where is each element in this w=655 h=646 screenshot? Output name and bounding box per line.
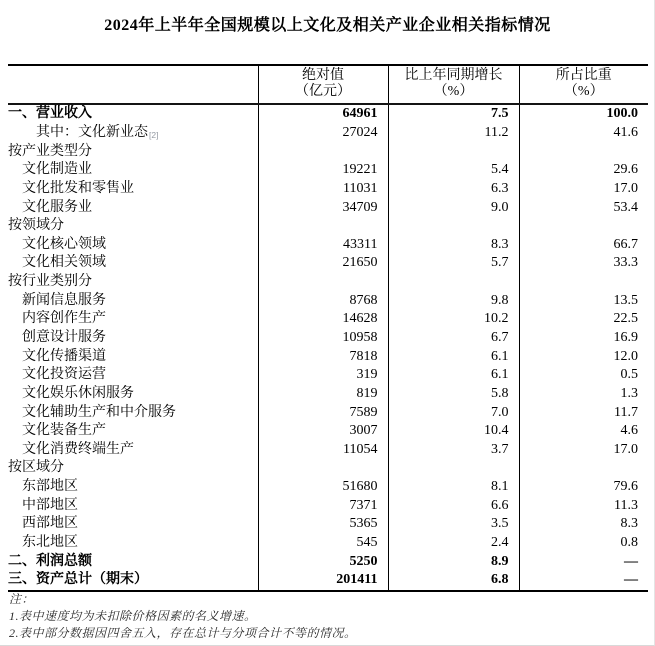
table-row (8, 104, 648, 124)
header-growth (388, 65, 519, 104)
absolute-value-cell: 8768 (258, 291, 388, 310)
indicator-label: 文化传播渠道 (22, 348, 106, 364)
indicator-label: 三、资产总计（期末） (8, 571, 258, 591)
header-line: （亿元） (295, 84, 351, 99)
table-row (8, 459, 648, 478)
indicator-label: 按领域分 (8, 218, 64, 234)
absolute-value-cell (258, 273, 388, 292)
growth-value-cell: 8.1 (388, 478, 519, 497)
growth-value-cell: 8.9 (388, 552, 519, 571)
growth-value-cell: 7.0 (388, 403, 519, 422)
share-value-cell: 17.0 (519, 441, 648, 460)
growth-value-cell: 10.4 (388, 422, 519, 441)
absolute-value-cell: 7818 (258, 347, 388, 366)
growth-value-cell: 8.3 (388, 235, 519, 254)
absolute-value-cell: 10958 (258, 329, 388, 348)
table-row (8, 310, 648, 329)
growth-value-cell: 6.1 (388, 347, 519, 366)
indicator-label: 新闻信息服务 (22, 292, 106, 308)
growth-value-cell: 5.7 (388, 254, 519, 273)
indicator-label: 文化核心领域 (22, 236, 106, 252)
indicator-label: 文化批发和零售业 (22, 180, 134, 196)
growth-value-cell: 2.4 (388, 534, 519, 553)
absolute-value-cell: 819 (258, 385, 388, 404)
notes-label: 注： (9, 592, 35, 606)
table-row (8, 217, 648, 236)
header-indicator-blank (8, 65, 258, 104)
absolute-value-cell: 14628 (258, 310, 388, 329)
absolute-value-cell: 5250 (258, 552, 388, 571)
table-row (8, 235, 648, 254)
table-row (8, 422, 648, 441)
indicator-label: 文化制造业 (22, 162, 92, 178)
share-value-cell: 29.6 (519, 161, 648, 180)
header-line: 比上年同期增长 (404, 68, 503, 83)
growth-value-cell: 7.5 (388, 104, 519, 124)
absolute-value-cell: 21650 (258, 254, 388, 273)
table-row (8, 142, 648, 161)
table-row (8, 366, 648, 385)
share-value-cell (519, 273, 648, 292)
indicator-label: 按区域分 (8, 460, 64, 476)
absolute-value-cell: 19221 (258, 161, 388, 180)
table-row (8, 198, 648, 217)
absolute-value-cell: 3007 (258, 422, 388, 441)
absolute-value-cell: 545 (258, 534, 388, 553)
header-line: （%） (563, 84, 604, 99)
table-row (8, 180, 648, 199)
growth-value-cell: 6.7 (388, 329, 519, 348)
indicator-label: 文化消费终端生产 (22, 441, 134, 457)
growth-value-cell: 5.8 (388, 385, 519, 404)
table-row (8, 291, 648, 310)
growth-value-cell: 3.5 (388, 515, 519, 534)
growth-value-cell: 9.8 (388, 291, 519, 310)
absolute-value-cell: 11054 (258, 441, 388, 460)
note-line-1: 1.表中速度均为未扣除价格因素的名义增速。 (9, 608, 257, 623)
share-value-cell: 0.8 (519, 534, 648, 553)
absolute-value-cell: 319 (258, 366, 388, 385)
table-row (8, 161, 648, 180)
table-row (8, 571, 648, 591)
share-value-cell: 17.0 (519, 180, 648, 199)
absolute-value-cell (258, 459, 388, 478)
header-line: 绝对值 (302, 68, 344, 83)
growth-value-cell: 11.2 (388, 124, 519, 143)
indicator-label: 文化投资运营 (22, 367, 106, 383)
growth-value-cell (388, 459, 519, 478)
share-value-cell (519, 142, 648, 161)
table-row (8, 552, 648, 571)
table-row (8, 124, 648, 143)
indicator-label: 中部地区 (22, 497, 78, 513)
share-value-cell: 12.0 (519, 347, 648, 366)
table-row (8, 347, 648, 366)
indicator-label: 文化娱乐休闲服务 (22, 385, 134, 401)
table-row (8, 496, 648, 515)
growth-value-cell: 10.2 (388, 310, 519, 329)
growth-value-cell: 9.0 (388, 198, 519, 217)
absolute-value-cell: 7371 (258, 496, 388, 515)
share-value-cell: 13.5 (519, 291, 648, 310)
absolute-value-cell: 7589 (258, 403, 388, 422)
indicator-label: 内容创作生产 (22, 311, 106, 327)
indicator-label: 一、营业收入 (8, 106, 92, 122)
absolute-value-cell: 11031 (258, 180, 388, 199)
indicator-label: 创意设计服务 (22, 330, 106, 345)
indicator-label: 西部地区 (22, 516, 78, 532)
growth-value-cell: 6.1 (388, 366, 519, 385)
absolute-value-cell: 51680 (258, 478, 388, 497)
share-value-cell: 53.4 (519, 198, 648, 217)
table-row (8, 441, 648, 460)
share-value-cell: 4.6 (519, 422, 648, 441)
share-value-cell: 100.0 (519, 104, 648, 124)
table-row (8, 478, 648, 497)
share-value-cell: 33.3 (519, 254, 648, 273)
absolute-value-cell: 5365 (258, 515, 388, 534)
absolute-value-cell: 34709 (258, 198, 388, 217)
indicator-label: 东北地区 (22, 535, 78, 551)
absolute-value-cell: 27024 (258, 124, 388, 143)
note-line-2: 2.表中部分数据因四舍五入，存在总计与分项合计不等的情况。 (9, 625, 357, 640)
share-value-cell: 1.3 (519, 385, 648, 404)
indicator-label: 文化相关领域 (22, 255, 106, 271)
header-share (519, 65, 648, 104)
absolute-value-cell (258, 217, 388, 236)
growth-value-cell: 5.4 (388, 161, 519, 180)
growth-value-cell (388, 217, 519, 236)
share-value-cell: 22.5 (519, 310, 648, 329)
share-value-cell: 11.3 (519, 496, 648, 515)
share-value-cell (519, 217, 648, 236)
growth-value-cell (388, 273, 519, 292)
share-value-cell (519, 459, 648, 478)
indicators-table (8, 64, 648, 592)
table-row (8, 534, 648, 553)
page-title: 2024年上半年全国规模以上文化及相关产业企业相关指标情况 (104, 17, 551, 34)
indicator-label: 文化服务业 (22, 199, 92, 215)
indicator-label: 二、利润总额 (8, 553, 92, 569)
share-value-cell: 79.6 (519, 478, 648, 497)
indicator-label: 东部地区 (22, 479, 78, 495)
share-value-cell: — (519, 552, 648, 571)
share-value-cell: 66.7 (519, 235, 648, 254)
table-row (8, 385, 648, 404)
absolute-value-cell: 43311 (258, 235, 388, 254)
table-header (8, 65, 648, 104)
table-row (8, 273, 648, 292)
table-notes (9, 591, 639, 641)
share-value-cell: 11.7 (519, 403, 648, 422)
absolute-value-cell: 201411 (258, 571, 388, 591)
growth-value-cell: 6.8 (388, 571, 519, 591)
table-row (8, 515, 648, 534)
header-absolute-value (258, 65, 388, 104)
growth-value-cell: 6.3 (388, 180, 519, 199)
table-row (8, 254, 648, 273)
absolute-value-cell: 64961 (258, 104, 388, 124)
footnote-marker: [2] (149, 129, 159, 140)
growth-value-cell: 6.6 (388, 496, 519, 515)
header-line: （%） (433, 84, 474, 99)
table-body (8, 104, 648, 591)
growth-value-cell (388, 142, 519, 161)
growth-value-cell: 3.7 (388, 441, 519, 460)
indicator-label: 按行业类别分 (8, 274, 92, 290)
share-value-cell: 41.6 (519, 124, 648, 143)
share-value-cell: 16.9 (519, 329, 648, 348)
header-row (8, 65, 648, 104)
indicator-label: 其中：文化新业态[2] (36, 124, 159, 140)
table-row (8, 403, 648, 422)
share-value-cell: — (519, 571, 648, 591)
indicator-label: 文化辅助生产和中介服务 (22, 404, 176, 420)
share-value-cell: 0.5 (519, 366, 648, 385)
indicator-label: 按产业类型分 (8, 143, 92, 159)
header-line: 所占比重 (555, 68, 612, 83)
share-value-cell: 8.3 (519, 515, 648, 534)
absolute-value-cell (258, 142, 388, 161)
table-row (8, 329, 648, 348)
indicator-label: 文化装备生产 (22, 423, 106, 439)
